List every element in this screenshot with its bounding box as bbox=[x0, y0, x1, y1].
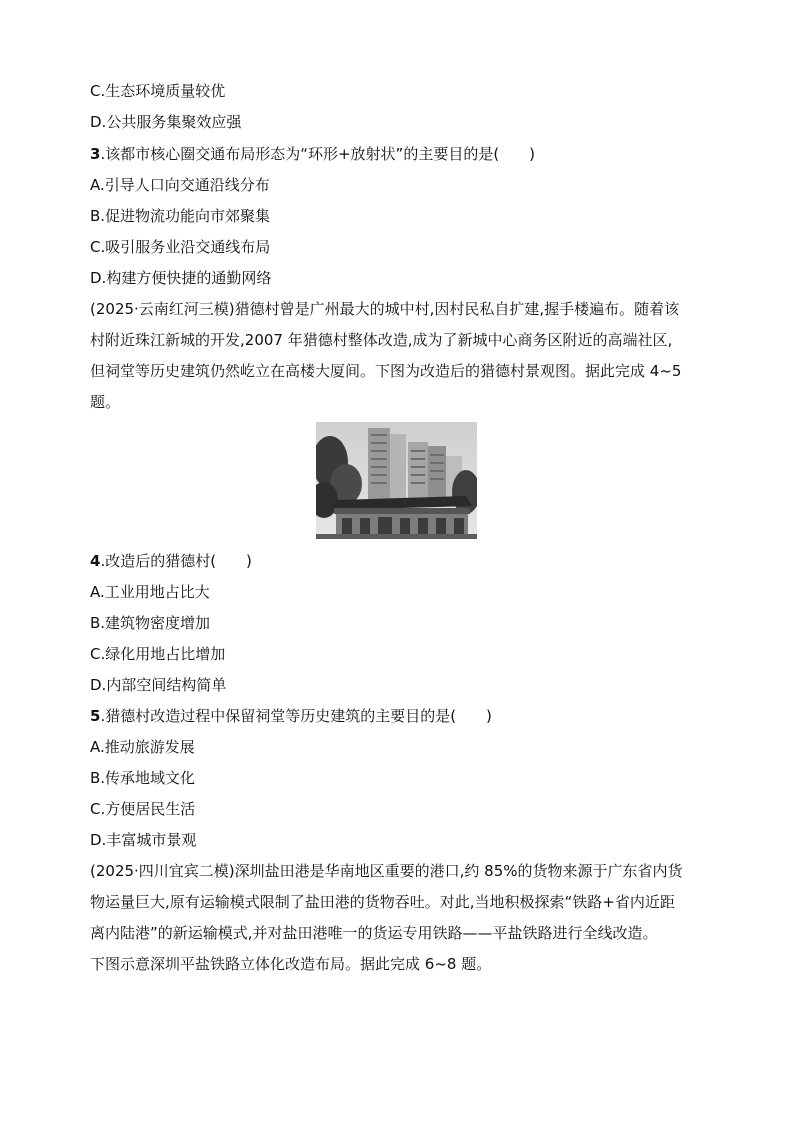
question-3-number: 3 bbox=[90, 145, 101, 163]
passage-yantian-port bbox=[90, 856, 715, 980]
question-4-text: .改造后的猎德村( ) bbox=[100, 552, 252, 570]
question-5-option-c: C.方便居民生活 bbox=[90, 800, 196, 818]
question-3-stem bbox=[90, 139, 720, 170]
question-3-option-c: C.吸引服务业沿交通线布局 bbox=[90, 238, 271, 256]
question-5-text: .猎德村改造过程中保留祠堂等历史建筑的主要目的是( ) bbox=[100, 707, 492, 725]
option-d-prev: D.公共服务集聚效应强 bbox=[90, 113, 242, 131]
question-3-text: .该都市核心圈交通布局形态为“环形+放射状”的主要目的是( ) bbox=[100, 145, 536, 163]
question-4-option-b: B.建筑物密度增加 bbox=[90, 614, 211, 632]
question-3-option-a: A.引导人口向交通沿线分布 bbox=[90, 176, 270, 194]
question-5-stem bbox=[90, 701, 720, 732]
liede-village-photo-drawing bbox=[316, 422, 477, 539]
question-3-option-d: D.构建方便快捷的通勤网络 bbox=[90, 269, 272, 287]
liede-village-photo bbox=[316, 422, 477, 539]
passage-line: 但祠堂等历史建筑仍然屹立在高楼大厦间。下图为改造后的猎德村景观图。据此完成 4~5 bbox=[90, 362, 682, 380]
passage-line: (2025·云南红河三模)猎德村曾是广州最大的城中村,因村民私自扩建,握手楼遍布。随着该 bbox=[90, 300, 680, 318]
option-c-prev: C.生态环境质量较优 bbox=[90, 82, 226, 100]
question-5-option-a: A.推动旅游发展 bbox=[90, 738, 195, 756]
passage-line: 离内陆港”的新运输模式,并对盐田港唯一的货运专用铁路——平盐铁路进行全线改造。 bbox=[90, 924, 658, 942]
passage-line: (2025·四川宜宾二模)深圳盐田港是华南地区重要的港口,约 85%的货物来源于广东省内货 bbox=[90, 862, 683, 880]
passage-line: 村附近珠江新城的开发,2007 年猎德村整体改造,成为了新城中心商务区附近的高端社区, bbox=[90, 331, 673, 349]
question-4-option-a: A.工业用地占比大 bbox=[90, 583, 210, 601]
question-4-option-d: D.内部空间结构简单 bbox=[90, 676, 227, 694]
passage-line: 物运量巨大,原有运输模式限制了盐田港的货物吞吐。对此,当地积极探索“铁路+省内近距 bbox=[90, 893, 675, 911]
question-4-stem bbox=[90, 546, 720, 577]
question-4-option-c: C.绿化用地占比增加 bbox=[90, 645, 226, 663]
question-4-number: 4 bbox=[90, 552, 101, 570]
question-3-option-b: B.促进物流功能向市郊聚集 bbox=[90, 207, 271, 225]
passage-line: 下图示意深圳平盐铁路立体化改造布局。据此完成 6~8 题。 bbox=[90, 955, 492, 973]
question-5-option-d: D.丰富城市景观 bbox=[90, 831, 197, 849]
passage-liede-village bbox=[90, 294, 715, 418]
passage-line: 题。 bbox=[90, 393, 121, 411]
question-5-number: 5 bbox=[90, 707, 101, 725]
question-5-option-b: B.传承地域文化 bbox=[90, 769, 196, 787]
